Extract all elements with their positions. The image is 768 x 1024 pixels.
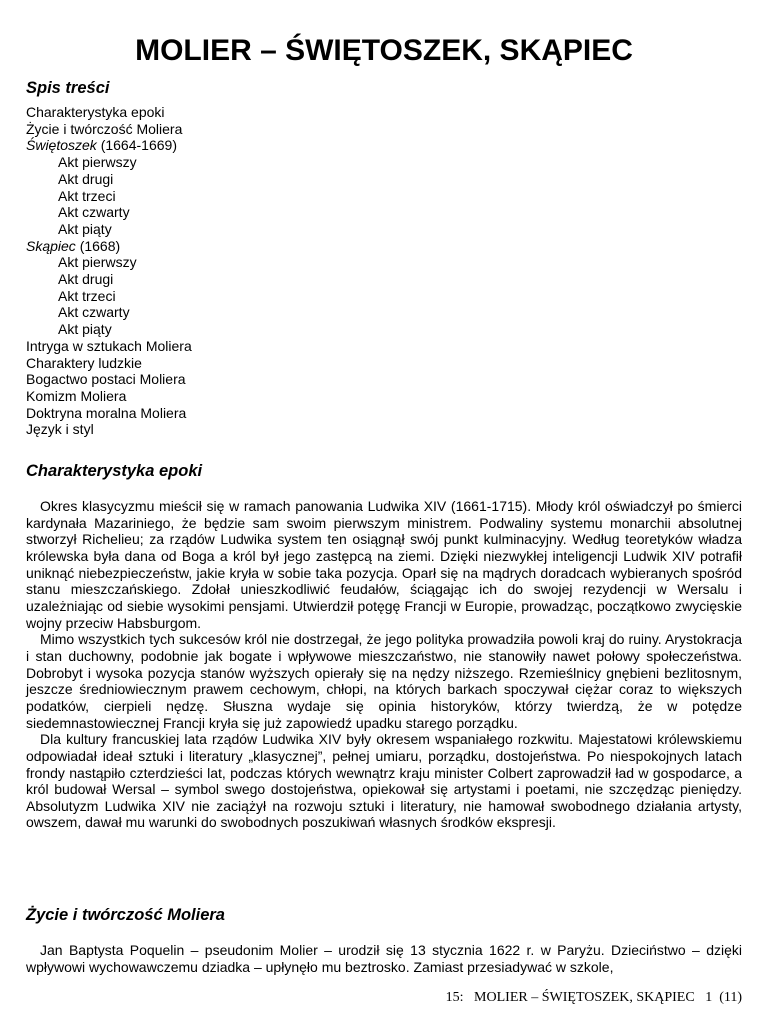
toc-item-label: Akt trzeci bbox=[58, 187, 116, 204]
paragraph: Dla kultury francuskiej lata rządów Ludwika XIV były okresem wspaniałego rozkwitu. Majestatowi królewskiemu odpowiadał ideał sztuki i literatury „klasycznej”, pełnej umiaru, porządku, dostojeństwa. Po niespokojnych latach frondy nastąpiło czterdzieści lat, podczas których wewnątrz kraju minister Colbert zaprowadził ład w gospodarce, a król budował Wersal – symbol swego dostojeństwa, opiekował się artystami i poetami, nie szczędząc pieniędzy. Absolutyzm Ludwika XIV nie zaciążył na rozwoju sztuki i literatury, nie hamował swobodnego działania artysty, owszem, dawał mu warunki do swobodnych poszukiwań własnych środków ekspresji. bbox=[26, 731, 742, 831]
toc-item-label: (1664-1669) bbox=[96, 137, 177, 154]
toc-item[interactable] bbox=[26, 304, 426, 321]
toc-item[interactable] bbox=[26, 137, 426, 154]
toc-item[interactable] bbox=[26, 321, 426, 338]
toc-item[interactable] bbox=[26, 371, 426, 388]
table-of-contents bbox=[26, 104, 426, 438]
toc-item-label: Bogactwo postaci Moliera bbox=[26, 371, 186, 388]
paragraph: Okres klasycyzmu mieścił się w ramach panowania Ludwika XIV (1661-1715). Młody król oświadczył po śmierci kardynała Mazariniego, że będzie sam swoim pierwszym ministrem. Podwaliny systemu monarchii absolutnej stworzył Richelieu; za rządów Ludwika system ten osiągnął swój punkt kulminacyjny. Według teoretyków władza królewska była dana od Boga a król był jego zastępcą na ziemi. Dzięki niezwykłej inteligencji Ludwik XIV potrafił uniknąć niebezpieczeństw, jakie kryła w sobie taka pozycja. Oparł się na mądrych doradcach wybieranych spośród stanu mieszczańskiego. Zdołał unieszkodliwić feudałów, ściągając ich do swojej rezydencji w Wersalu i uzależniając od siebie wysokimi pensjami. Utwierdził potęgę Francji w Europie, prowadząc, początkowo zwycięskie wojny przeciw Habsburgom. bbox=[26, 498, 742, 631]
toc-item-label: Akt pierwszy bbox=[58, 254, 137, 271]
toc-item-label: Doktryna moralna Moliera bbox=[26, 404, 187, 421]
toc-item-title: Skąpiec bbox=[26, 237, 76, 254]
toc-item[interactable] bbox=[26, 171, 426, 188]
document-title: MOLIER – ŚWIĘTOSZEK, SKĄPIEC bbox=[135, 34, 633, 67]
toc-item[interactable] bbox=[26, 254, 426, 271]
paragraph: Jan Baptysta Poquelin – pseudonim Molier – urodził się 13 stycznia 1622 r. w Paryżu. Dzieciństwo – dzięki wpływowi wychowawczemu dziadka – upłynęło mu beztrosko. Zamiast przesiadywać w szkole, bbox=[26, 942, 742, 975]
toc-item-label: Akt czwarty bbox=[58, 204, 130, 221]
section-heading-era: Charakterystyka epoki bbox=[26, 462, 203, 480]
toc-item[interactable] bbox=[26, 405, 426, 422]
document-page bbox=[26, 0, 742, 1024]
page-footer: 15: MOLIER – ŚWIĘTOSZEK, SKĄPIEC 1 (11) bbox=[445, 990, 742, 1005]
toc-item[interactable] bbox=[26, 338, 426, 355]
toc-item[interactable] bbox=[26, 271, 426, 288]
toc-item-label: Akt piąty bbox=[58, 220, 112, 237]
toc-item-label: Akt pierwszy bbox=[58, 154, 137, 171]
toc-item[interactable] bbox=[26, 121, 426, 138]
toc-item-label: Język i styl bbox=[26, 421, 94, 438]
toc-item[interactable] bbox=[26, 204, 426, 221]
toc-item[interactable] bbox=[26, 188, 426, 205]
toc-item-label: Charaktery ludzkie bbox=[26, 354, 142, 371]
toc-item-label: Akt trzeci bbox=[58, 287, 116, 304]
toc-item-label: Życie i twórczość Moliera bbox=[26, 120, 183, 137]
toc-item-label: Akt drugi bbox=[58, 170, 114, 187]
toc-item[interactable] bbox=[26, 355, 426, 372]
toc-item[interactable] bbox=[26, 238, 426, 255]
toc-item-label: Akt drugi bbox=[58, 271, 114, 288]
paragraph: Mimo wszystkich tych sukcesów król nie dostrzegał, że jego polityka prowadziła powoli kraj do ruiny. Arystokracja i stan duchowny, podobnie jak bogate i wpływowe mieszczaństwo, nie stanowiły nawet połowy społeczeństwa. Dobrobyt i wysoka pozycja stanów wyższych opierały się na nędzy niższego. Rzemieślnicy gnębieni bezlitosnym, jeszcze średniowiecznym prawem cechowym, chłopi, na których barkach spoczywał ciężar coraz to większych podatków, cierpieli nędzę. Słuszna wydaje się opinia historyków, którzy twierdzą, że w potędze siedemnastowiecznej Francji kryła się już zapowiedź upadku starego porządku. bbox=[26, 631, 742, 731]
toc-item[interactable] bbox=[26, 154, 426, 171]
toc-item[interactable] bbox=[26, 288, 426, 305]
toc-item[interactable] bbox=[26, 421, 426, 438]
toc-item[interactable] bbox=[26, 221, 426, 238]
toc-item-label: Akt piąty bbox=[58, 321, 112, 338]
section-body-era bbox=[26, 498, 742, 831]
toc-item-label: Intryga w sztukach Moliera bbox=[26, 337, 192, 354]
section-body-life bbox=[26, 942, 742, 975]
section-heading-life: Życie i twórczość Moliera bbox=[26, 906, 225, 924]
toc-item-label: Komizm Moliera bbox=[26, 387, 127, 404]
toc-item-label: (1668) bbox=[75, 237, 121, 254]
toc-item-label: Charakterystyka epoki bbox=[26, 104, 165, 120]
toc-item[interactable] bbox=[26, 104, 426, 121]
toc-item[interactable] bbox=[26, 388, 426, 405]
toc-heading: Spis treści bbox=[26, 79, 110, 97]
toc-item-label: Akt czwarty bbox=[58, 304, 130, 321]
toc-item-title: Świętoszek bbox=[26, 137, 97, 154]
